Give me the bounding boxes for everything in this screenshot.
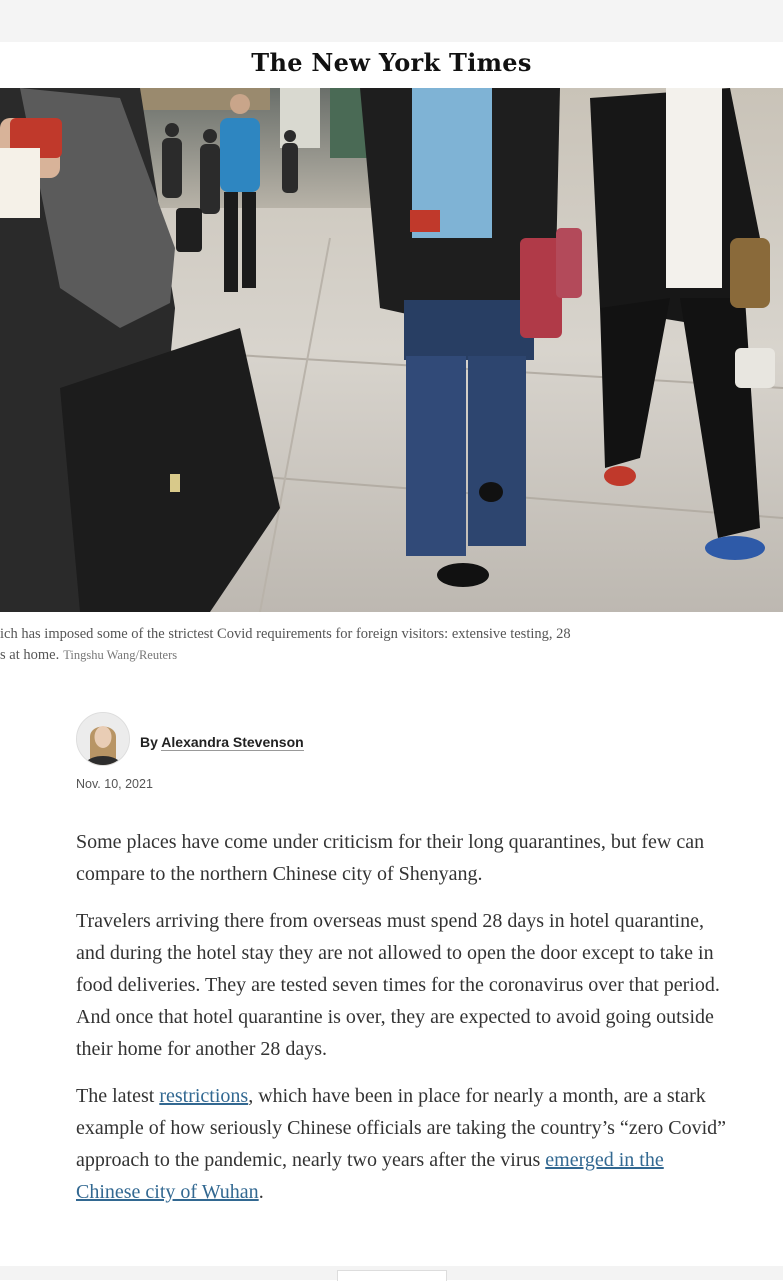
byline-prefix: By — [140, 734, 158, 750]
paragraph-3-middle: , which have been in place for nearly a month, are a stark example of how seriously Chinese officials are taking the country’s “zero Covid” approach to the pandemic, nearly two years after the virus — [76, 1085, 726, 1171]
paragraph-3 — [76, 1080, 726, 1208]
paragraph-3-end: . — [258, 1181, 264, 1203]
paragraph-3-start: The latest — [76, 1085, 155, 1107]
masthead — [0, 42, 783, 88]
article-body — [76, 826, 726, 1223]
author-name-link[interactable]: Alexandra Stevenson — [161, 734, 304, 750]
caption-line-2 — [0, 645, 783, 666]
airport-photo-illustration — [0, 88, 783, 612]
byline — [140, 734, 304, 750]
nyt-logo[interactable]: The New York Times — [251, 48, 532, 77]
caption-text: s at home. — [0, 647, 60, 663]
photo-caption — [0, 624, 783, 666]
author-avatar[interactable] — [76, 712, 130, 766]
paragraph-1: Some places have come under criticism for their long quarantines, but few can compare to the northern Chinese city of Shenyang. — [76, 831, 705, 885]
wuhan-link[interactable]: emerged in the Chinese city of Wuhan — [76, 1149, 664, 1203]
restrictions-link[interactable]: restrictions — [159, 1085, 249, 1107]
photo-credit: Tingshu Wang/Reuters — [63, 648, 178, 662]
caption-line-1: ich has imposed some of the strictest Covid requirements for foreign visitors: extensive testing, 28 — [0, 626, 571, 642]
status-bar — [0, 0, 783, 42]
publish-date: Nov. 10, 2021 — [76, 777, 153, 791]
article-photo — [0, 88, 783, 612]
paragraph-2: Travelers arriving there from overseas must spend 28 days in hotel quarantine, and during the hotel stay they are not allowed to open the door except to take in food deliveries. They are tested seven times for the coronavirus over that period. And once that hotel quarantine is over, they are expected to avoid going outside their home for another 28 days. — [76, 910, 720, 1060]
author-portrait-icon — [77, 713, 129, 765]
bottom-tab[interactable] — [337, 1270, 447, 1281]
